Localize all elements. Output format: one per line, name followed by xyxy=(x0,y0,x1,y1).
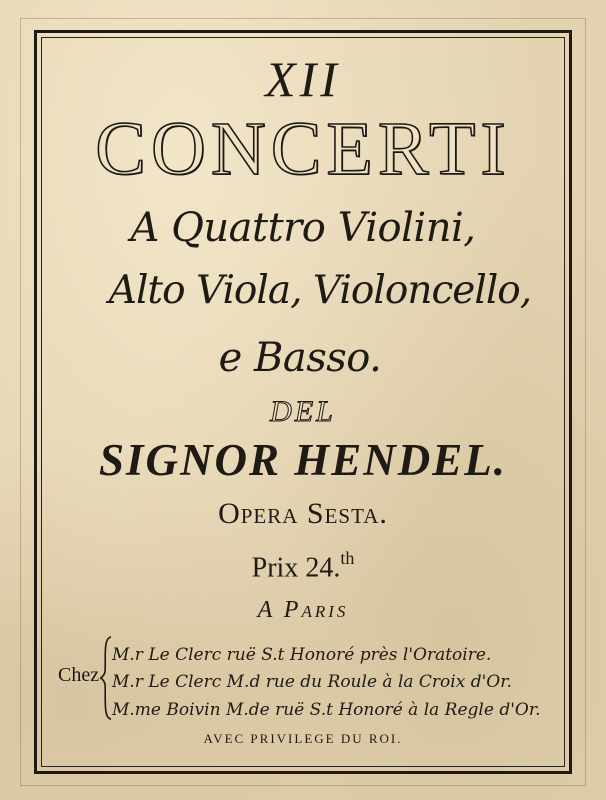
composer-name: SIGNOR HENDEL. xyxy=(98,435,508,485)
scoring-line-2: Alto Viola, Violoncello, xyxy=(108,268,532,313)
seller-address-3: M.me Boivin M.de ruë S.t Honoré à la Regle d'Or. xyxy=(112,700,541,720)
seller-address-1: M.r Le Clerc ruë S.t Honoré près l'Oratoire. xyxy=(112,645,492,665)
opus-label: Opera Sesta. xyxy=(218,497,388,530)
curly-brace-icon xyxy=(99,636,113,720)
volume-number: XII xyxy=(265,51,341,107)
scoring-line-1: A Quattro Violini, xyxy=(130,205,476,251)
main-title: CONCERTI xyxy=(95,107,511,191)
privilege-line: AVEC PRIVILEGE DU ROI. xyxy=(203,731,403,746)
price-unit: th xyxy=(340,548,355,568)
sellers-label: Chez xyxy=(58,664,100,686)
city-label: A Paris xyxy=(257,597,349,623)
price-text: Prix 24. xyxy=(251,552,341,584)
seller-address-2: M.r Le Clerc M.d rue du Roule à la Croix d'Or. xyxy=(112,672,512,692)
price-label xyxy=(41,548,565,585)
scoring-line-3: e Basso. xyxy=(218,335,382,381)
del-label: DEL xyxy=(270,395,336,428)
